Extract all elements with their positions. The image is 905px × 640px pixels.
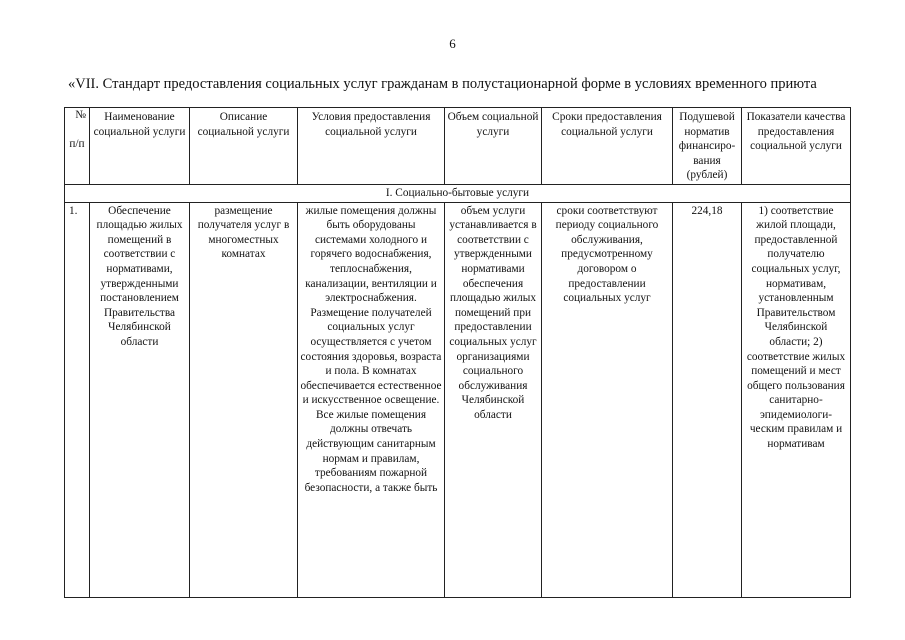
cell-num: 1. — [65, 202, 90, 597]
header-terms: Сроки предоставления социальной услуги — [542, 108, 673, 185]
document-title: «VII. Стандарт предоставления социальных услуг гражданам в полустационарной форме в условиях временного приюта — [68, 76, 817, 92]
cell-conditions: жилые помещения должны быть оборудованы системами холодного и горячего водоснабжения, теплоснабжения, канализации, вентиляции и электроснабжения. Размещение получателей социальных услуг осуществляется с учетом состояния здоровья, возраста и пола. В комнатах обеспечивается естественное и искусственное освещение. Все жилые помещения должны отвечать действующим санитарным нормам и правилам, требованиям пожарной безопасности, а также быть — [298, 202, 445, 597]
header-num — [65, 108, 90, 185]
cell-terms: сроки соответствуют периоду социального обслуживания, предусмотренному договором о предоставлении социальных услуг — [542, 202, 673, 597]
header-financing-norm: Подушевой норматив финансиро-вания (рублей) — [673, 108, 742, 185]
header-service-description: Описание социальной услуги — [190, 108, 298, 185]
header-service-name: Наименование социальной услуги — [90, 108, 190, 185]
cell-service-name: Обеспечение площадью жилых помещений в соответствии с нормативами, утвержденными постановлением Правительства Челябинской области — [90, 202, 190, 597]
header-volume: Объем социальной услуги — [445, 108, 542, 185]
table-header-row — [65, 108, 851, 185]
page-number: 6 — [449, 36, 456, 51]
cell-volume: объем услуги устанавливается в соответствии с утвержденными нормативами обеспечения площадью жилых помещений при предоставлении социальных услуг организациями социального обслуживания Челябинской области — [445, 202, 542, 597]
standard-table — [64, 107, 851, 598]
cell-financing-norm: 224,18 — [673, 202, 742, 597]
header-conditions: Условия предоставления социальной услуги — [298, 108, 445, 185]
header-num-sign: № — [75, 109, 86, 121]
header-num-abbr: п/п — [69, 137, 85, 150]
header-quality-indicators: Показатели качества предоставления социальной услуги — [742, 108, 851, 185]
table-row — [65, 202, 851, 597]
cell-quality-indicators: 1) соответствие жилой площади, предоставленной получателю социальных услуг, нормативам, установленным Правительством Челябинской области; 2) соответствие жилых помещений и мест общего пользования санитарно-эпидемиологи-ческим правилам и нормативам — [742, 202, 851, 597]
cell-service-description: размещение получателя услуг в многоместных комнатах — [190, 202, 298, 597]
section-row — [65, 184, 851, 202]
section-title: I. Социально-бытовые услуги — [65, 184, 851, 202]
